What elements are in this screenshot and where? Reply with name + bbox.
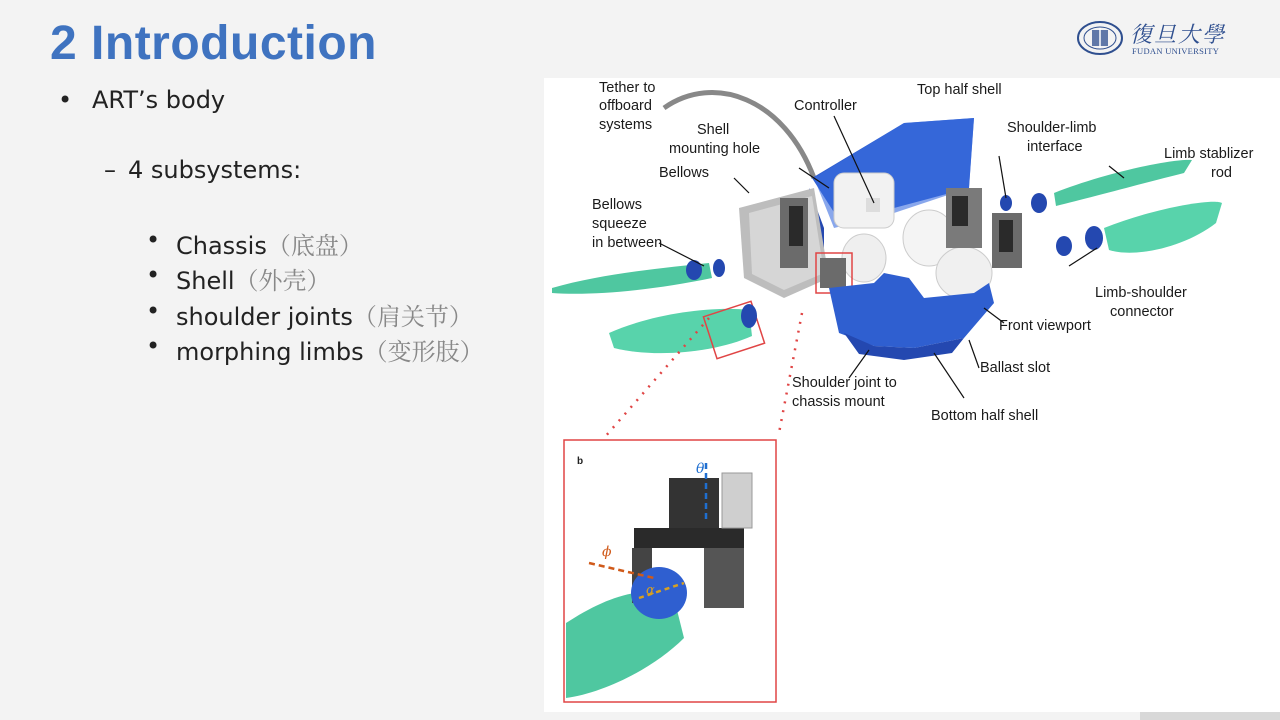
subsystem-name-cn: （底盘） [266, 232, 363, 260]
logo-name-cn: 復旦大學 [1130, 23, 1227, 48]
bullet-dot: • [146, 332, 161, 360]
subsystem-name: Chassis [176, 232, 267, 260]
fudan-seal-icon [1076, 20, 1124, 56]
label-shoulder-joint-2: chassis mount [792, 394, 885, 410]
bullet-dot: • [146, 297, 161, 325]
label-phi: ϕ [602, 544, 612, 560]
bullet-dot: • [146, 261, 161, 289]
label-shell-mount: Shell [697, 122, 730, 138]
label-limb-shoulder: Limb-shoulder [1095, 285, 1187, 301]
subsystem-name-cn: （变形肢） [363, 338, 484, 366]
bullet-dot: • [58, 86, 73, 114]
label-limb-stabilizer-2: rod [1211, 165, 1232, 181]
label-shell-mount-2: mounting hole [669, 141, 761, 157]
bullet-dash: – [104, 156, 116, 184]
label-bellows-squeeze-3: in between [592, 235, 663, 251]
label-shoulder-limb-2: interface [1027, 139, 1083, 155]
label-bottom-half-shell: Bottom half shell [931, 408, 1039, 424]
label-tether: Tether to [599, 80, 656, 96]
label-bellows: Bellows [659, 165, 709, 181]
subsystem-name-cn: （肩关节） [352, 303, 473, 331]
bullet-subsystems: 4 subsystems: [128, 156, 302, 184]
label-limb-stabilizer: Limb stablizer [1164, 146, 1254, 162]
bullet-dot: • [146, 226, 161, 254]
slide-title: 2 Introduction [50, 17, 377, 70]
label-limb-shoulder-2: connector [1110, 304, 1174, 320]
label-panel-b: b [577, 456, 584, 467]
bullet-arts-body: ART’s body [92, 86, 226, 114]
blue-connector [686, 260, 702, 280]
diagram-svg [544, 78, 1280, 712]
label-bellows-squeeze-2: squeeze [592, 216, 647, 232]
detail-bracket [669, 478, 719, 533]
right-limb-upper [1054, 160, 1192, 206]
label-alpha: α [646, 583, 655, 598]
logo-name-en: FUDAN UNIVERSITY [1132, 46, 1220, 56]
label-bellows-squeeze: Bellows [592, 197, 642, 213]
chassis-cylinder [842, 234, 886, 282]
label-front-viewport: Front viewport [999, 318, 1091, 334]
left-limb-lower [609, 309, 752, 353]
label-shoulder-joint: Shoulder joint to [792, 375, 897, 391]
label-theta: θ [696, 461, 705, 477]
label-shoulder-limb: Shoulder-limb [1007, 120, 1097, 136]
subsystem-name: Shell [176, 267, 235, 295]
label-controller: Controller [794, 98, 857, 114]
subsystem-name: morphing limbs [176, 338, 364, 366]
subsystem-name: shoulder joints [176, 303, 353, 331]
bullet-level2 [104, 156, 301, 184]
label-ballast-slot: Ballast slot [980, 360, 1051, 376]
label-tether-2: offboard [599, 98, 652, 114]
label-tether-3: systems [599, 117, 653, 133]
robot-exploded-diagram [544, 78, 1280, 712]
subsystem-name-cn: （外壳） [234, 267, 331, 295]
label-top-half-shell: Top half shell [917, 82, 1002, 98]
right-limb-lower [1104, 202, 1222, 253]
decorative-corner-shape [1140, 712, 1280, 720]
university-logo [1074, 18, 1234, 58]
